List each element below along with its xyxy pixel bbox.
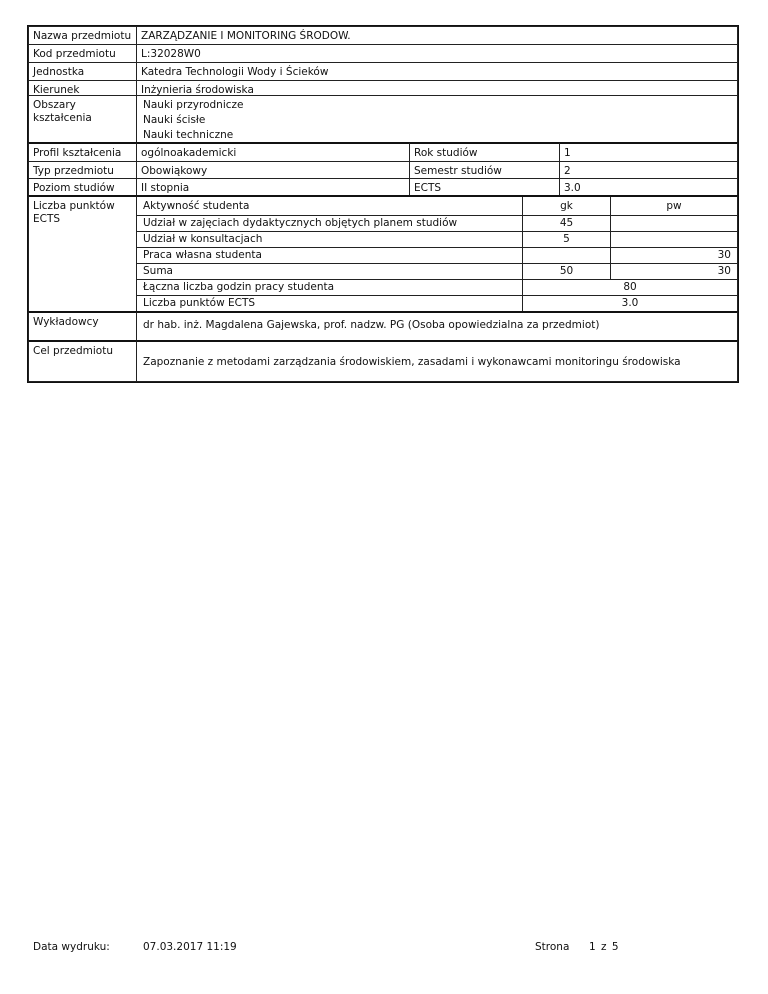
level-value: II stopnia (141, 182, 190, 194)
unit-label: Jednostka (33, 66, 85, 78)
code-label-cell (28, 44, 137, 63)
semester-label-cell (409, 161, 560, 179)
activity-row-pw: 30 (717, 265, 731, 277)
lecturers-value: dr hab. inż. Magdalena Gajewska, prof. nadzw. PG (Osoba opowiedzialna za przedmiot) (143, 319, 600, 331)
code-value-cell (136, 44, 738, 63)
activity-row-gk: 50 (559, 265, 574, 277)
name-value-cell (136, 26, 738, 45)
pw-header: pw (666, 200, 682, 212)
area-item: Nauki przyrodnicze (143, 99, 244, 111)
name-label: Nazwa przedmiotu (33, 30, 132, 42)
activity-header: Aktywność studenta (143, 200, 250, 212)
activity-row-label: Suma (143, 265, 173, 277)
type-value-cell (136, 161, 410, 179)
type-label: Typ przedmiotu (33, 165, 114, 177)
code-label: Kod przedmiotu (33, 48, 116, 60)
name-value: ZARZĄDZANIE I MONITORING ŚRODOW. (141, 30, 351, 42)
name-label-cell (28, 26, 137, 45)
lecturers-value-cell (136, 311, 738, 341)
activity-row-gk: 5 (563, 233, 570, 245)
print-date-label: Data wydruku: (33, 941, 110, 953)
profile-value: ogólnoakademicki (141, 147, 237, 159)
year-label: Rok studiów (414, 147, 478, 159)
year-label-cell (409, 142, 560, 162)
type-value: Obowiąkowy (141, 165, 208, 177)
type-label-cell (28, 161, 137, 179)
ects-points-label-cell (28, 195, 137, 312)
activity-row-label: Udział w zajęciach dydaktycznych objętych planem studiów (143, 217, 458, 229)
year-value: 1 (564, 147, 571, 159)
goal-value-cell (136, 340, 738, 382)
area-item: Nauki techniczne (143, 129, 234, 141)
direction-value-cell (136, 80, 738, 96)
ects-points-label: Liczba punktów ECTS (33, 200, 115, 225)
page-label: Strona (535, 941, 570, 953)
semester-value: 2 (564, 165, 571, 177)
level-label: Poziom studiów (33, 182, 115, 194)
profile-label: Profil kształcenia (33, 147, 122, 159)
level-label-cell (28, 178, 137, 196)
semester-value-cell (559, 161, 738, 179)
area-item: Nauki ścisłe (143, 114, 206, 126)
unit-label-cell (28, 62, 137, 81)
goal-value: Zapoznanie z metodami zarządzania środowiskiem, zasadami i wykonawcami monitoringu środowiska (143, 356, 681, 368)
unit-value: Katedra Technologii Wody i Ścieków (141, 66, 329, 78)
activity-row-label: Udział w konsultacjach (143, 233, 263, 245)
level-value-cell (136, 178, 410, 196)
profile-label-cell (28, 142, 137, 162)
ects-total-value: 3.0 (621, 297, 639, 309)
direction-label: Kierunek (33, 84, 80, 96)
lecturers-label-cell (28, 311, 137, 341)
ects-points-table (136, 195, 738, 312)
ects-value: 3.0 (564, 182, 581, 194)
lecturers-label: Wykładowcy (33, 316, 99, 328)
profile-value-cell (136, 142, 410, 162)
page-number: 1 z 5 (589, 941, 620, 953)
direction-value: Inżynieria środowiska (141, 84, 254, 96)
year-value-cell (559, 142, 738, 162)
ects-total-label: Liczba punktów ECTS (143, 297, 256, 309)
total-hours-label: Łączna liczba godzin pracy studenta (143, 281, 335, 293)
ects-label-cell (409, 178, 560, 196)
total-hours-value: 80 (623, 281, 637, 293)
activity-row-gk: 45 (559, 217, 574, 229)
gk-header: gk (560, 200, 573, 212)
semester-label: Semestr studiów (414, 165, 502, 177)
unit-value-cell (136, 62, 738, 81)
code-value: L:32028W0 (141, 48, 201, 60)
areas-label: Obszary kształcenia (33, 99, 92, 124)
ects-value-cell (559, 178, 738, 196)
goal-label-cell (28, 340, 137, 382)
direction-label-cell (28, 80, 137, 96)
print-date-value: 07.03.2017 11:19 (143, 941, 237, 953)
areas-value-cell (136, 95, 738, 143)
ects-label: ECTS (414, 182, 442, 194)
activity-row-pw: 30 (717, 249, 731, 261)
activity-row-label: Praca własna studenta (143, 249, 262, 261)
areas-label-cell (28, 95, 137, 143)
goal-label: Cel przedmiotu (33, 345, 114, 357)
